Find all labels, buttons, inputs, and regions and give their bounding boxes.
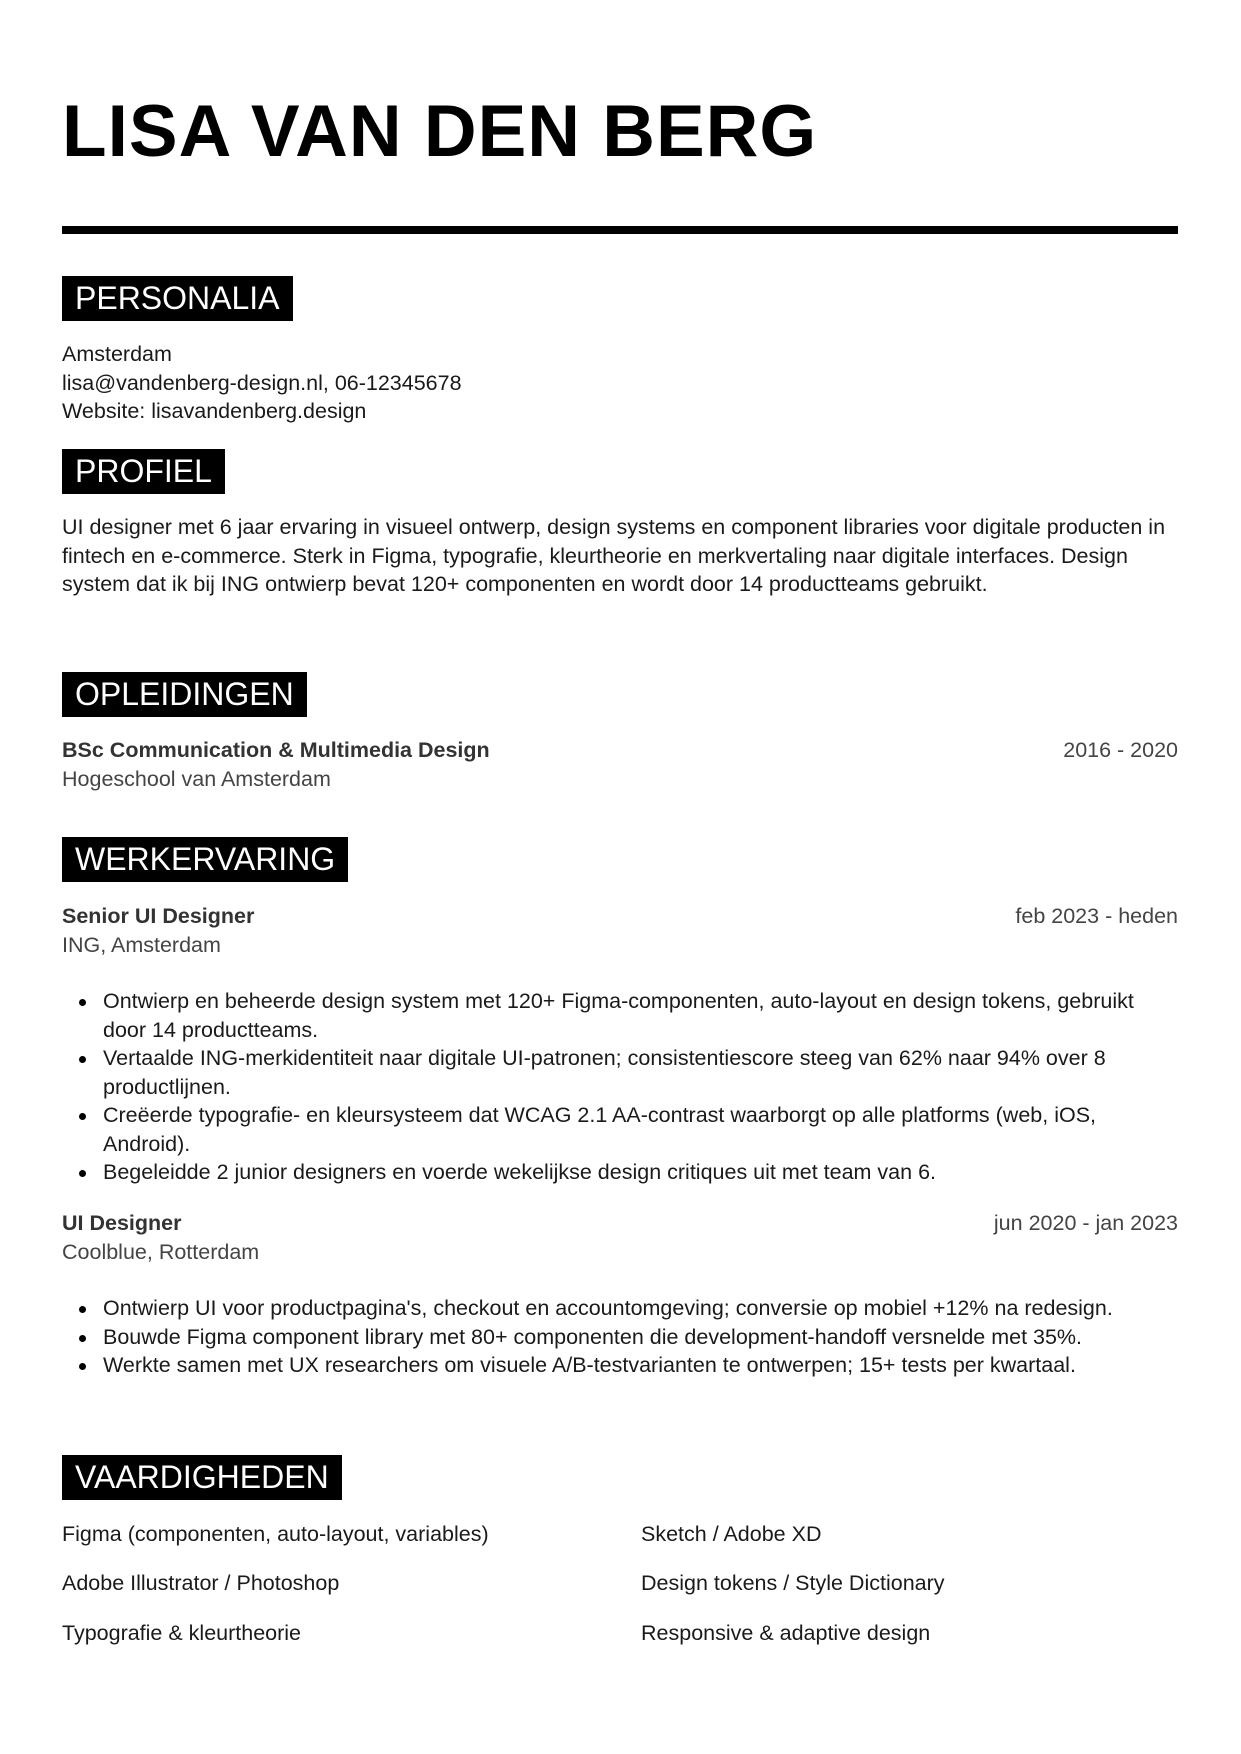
job-title: Senior UI Designer: [62, 904, 255, 928]
job-bullet: Vertaalde ING-merkidentiteit naar digitale UI-patronen; consistentiescore steeg van 62% naar 94% over 8 productlijnen.: [103, 1044, 1178, 1101]
personalia-city: Amsterdam: [62, 342, 172, 366]
personalia-website: Website: lisavandenberg.design: [62, 399, 367, 423]
job-entry: [62, 1209, 1178, 1266]
section-title-opleidingen: OPLEIDINGEN: [62, 672, 307, 717]
personalia-details: [62, 340, 1178, 426]
job-bullet: Begeleidde 2 junior designers en voerde wekelijkse design critiques uit met team van 6.: [103, 1158, 1178, 1187]
skill-item: Sketch / Adobe XD: [641, 1522, 822, 1546]
header-divider: [62, 226, 1178, 234]
candidate-name: LISA VAN DEN BERG: [62, 91, 818, 172]
job-title: UI Designer: [62, 1211, 182, 1235]
section-title-personalia: PERSONALIA: [62, 276, 293, 321]
job-date: feb 2023 - heden: [1015, 904, 1178, 928]
skill-item: Adobe Illustrator / Photoshop: [62, 1571, 340, 1595]
education-degree: BSc Communication & Multimedia Design: [62, 738, 490, 762]
job-bullet: Creëerde typografie- en kleursysteem dat WCAG 2.1 AA-contrast waarborgt op alle platforms (web, iOS, Android).: [103, 1101, 1178, 1158]
education-entry: [62, 736, 1178, 793]
education-school: Hogeschool van Amsterdam: [62, 766, 331, 791]
job-bullet: Bouwde Figma component library met 80+ componenten die development-handoff versnelde met 35%.: [103, 1323, 1178, 1352]
job-bullet: Werkte samen met UX researchers om visuele A/B-testvarianten te ontwerpen; 15+ tests per kwartaal.: [103, 1351, 1178, 1380]
skill-item: Responsive & adaptive design: [641, 1621, 931, 1645]
skill-item: Typografie & kleurtheorie: [62, 1621, 302, 1645]
education-date: 2016 - 2020: [1063, 738, 1178, 762]
job-bullet-list: [62, 987, 1178, 1187]
job-bullet-list: [62, 1294, 1178, 1380]
job-company: ING, Amsterdam: [62, 932, 221, 957]
personalia-contact: lisa@vandenberg-design.nl, 06-12345678: [62, 370, 462, 395]
job-date: jun 2020 - jan 2023: [993, 1211, 1178, 1235]
section-title-vaardigheden: VAARDIGHEDEN: [62, 1455, 342, 1500]
skill-item: Figma (componenten, auto-layout, variables): [62, 1522, 489, 1546]
profile-summary: UI designer met 6 jaar ervaring in visueel ontwerp, design systems en component libraries voor digitale producten in fintech en e-commerce. Sterk in Figma, typografie, kleurtheorie en merkvertaling naar digitale interfaces. Design system dat ik bij ING ontwierp bevat 120+ componenten en wordt door 14 productteams gebruikt.: [62, 515, 1166, 596]
job-bullet: Ontwierp UI voor productpagina's, checkout en accountomgeving; conversie op mobiel +12% na redesign.: [103, 1294, 1178, 1323]
job-bullet: Ontwierp en beheerde design system met 120+ Figma-componenten, auto-layout en design tokens, gebruikt door 14 productteams.: [103, 987, 1178, 1044]
section-title-werkervaring: WERKERVARING: [62, 837, 348, 882]
job-entry: [62, 902, 1178, 959]
section-title-profiel: PROFIEL: [62, 449, 225, 494]
job-company: Coolblue, Rotterdam: [62, 1239, 260, 1264]
skill-item: Design tokens / Style Dictionary: [641, 1571, 945, 1595]
